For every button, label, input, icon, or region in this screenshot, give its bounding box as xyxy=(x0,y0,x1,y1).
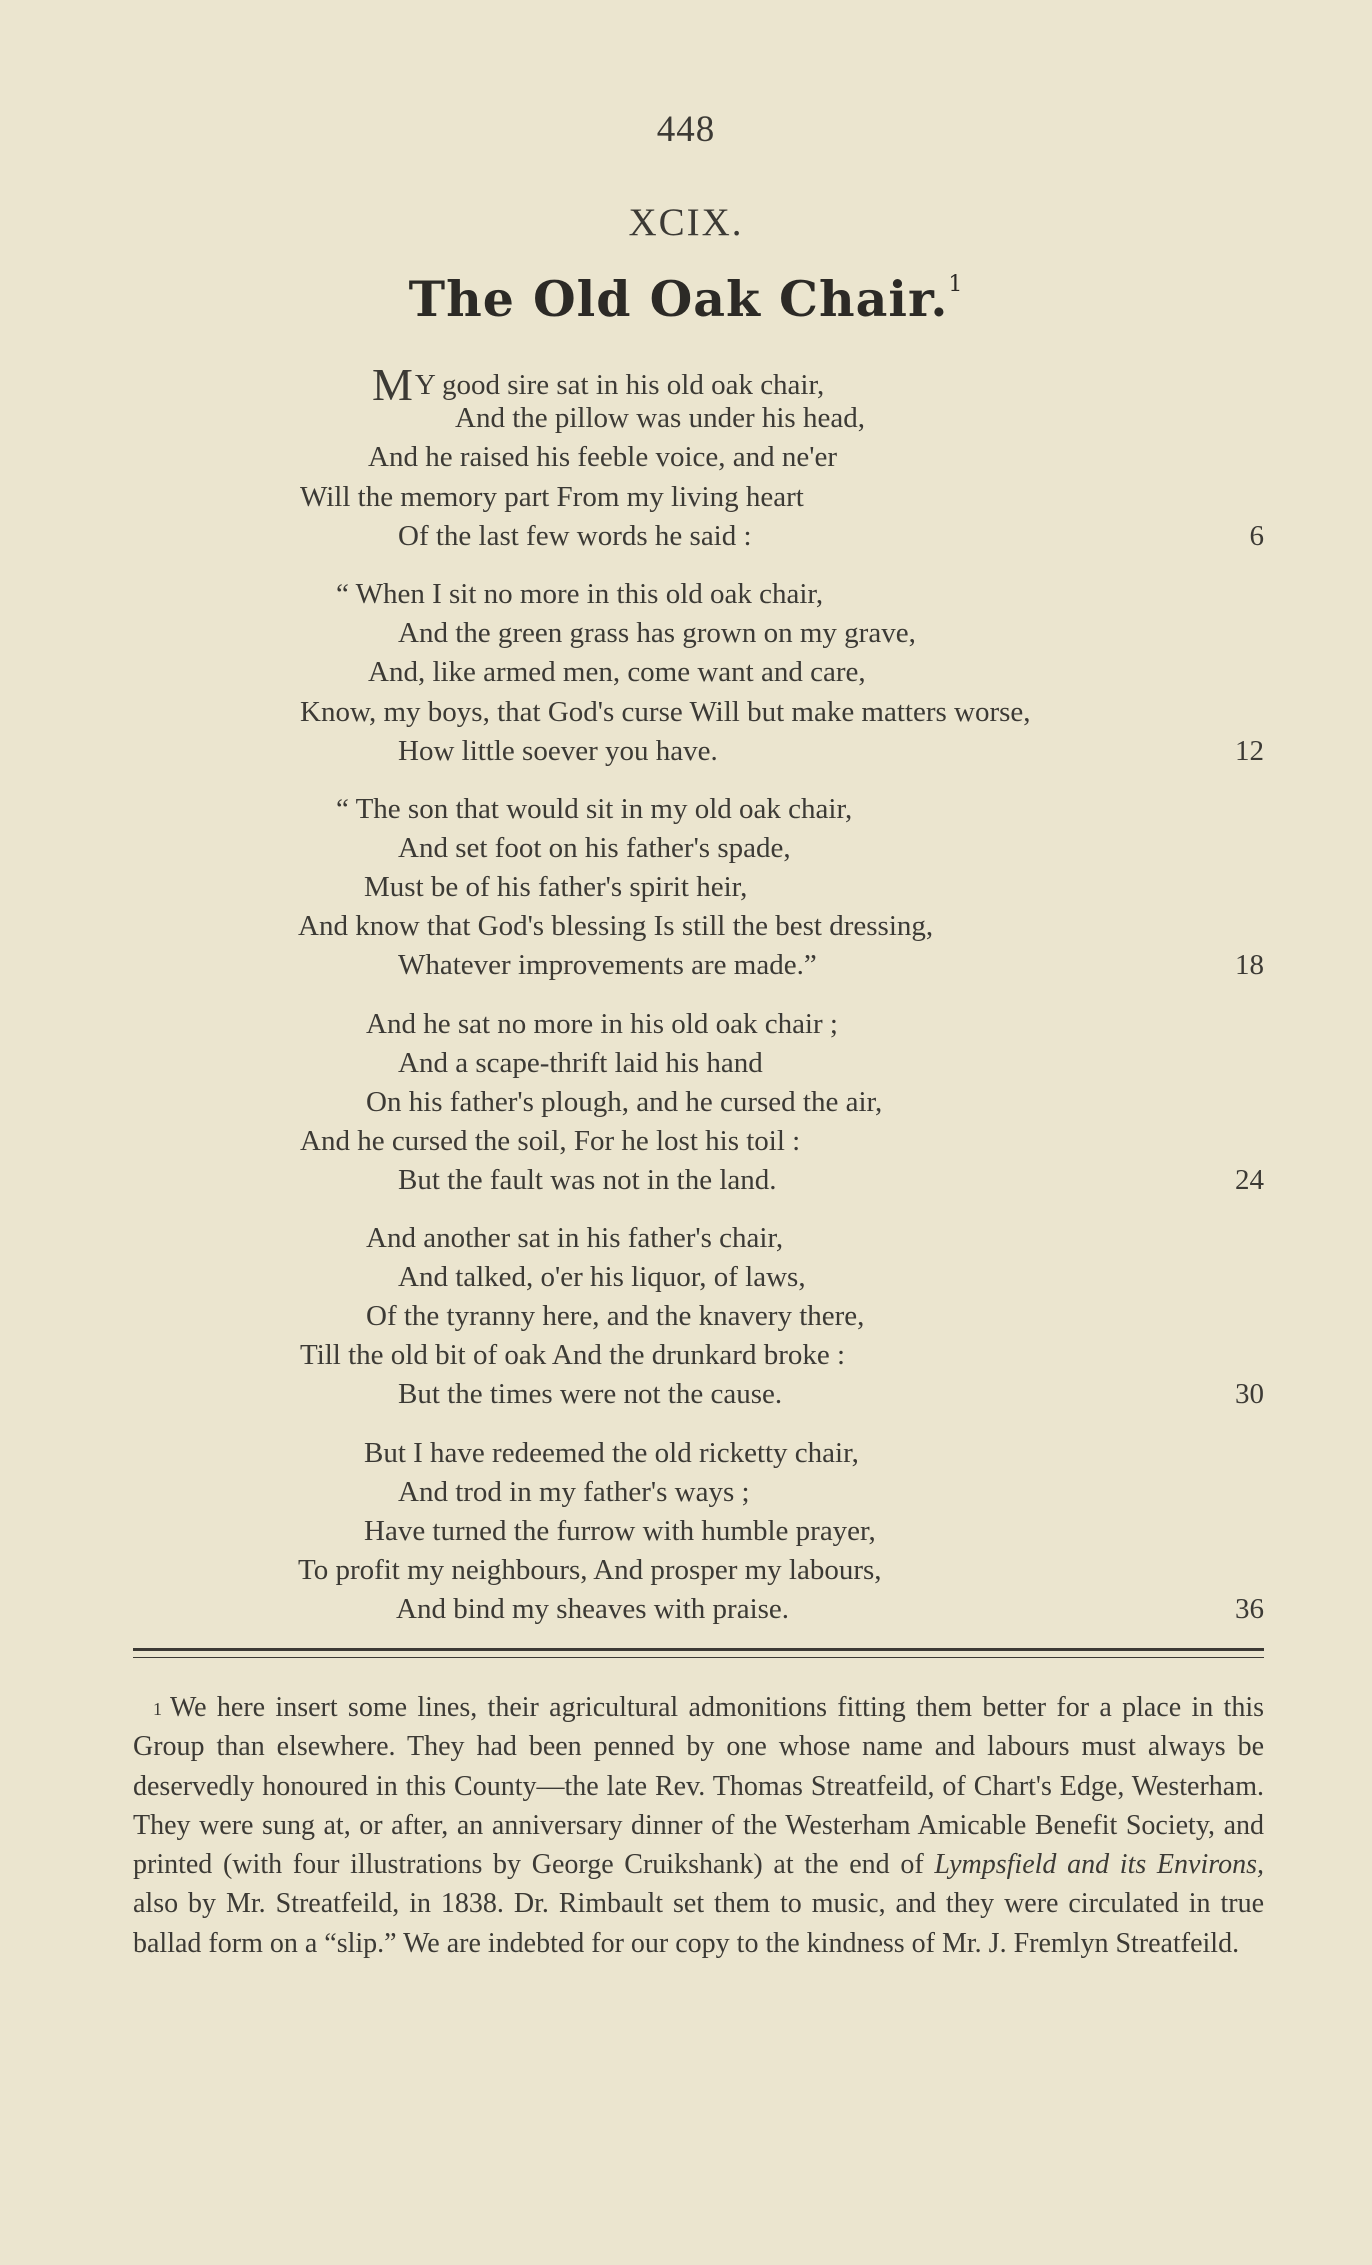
poem-line: Whatever improvements are made.” xyxy=(398,949,817,981)
footnote-book-title: Lympsfield and its Environs, xyxy=(934,1849,1264,1881)
poem-line: Must be of his father's spirit heir, xyxy=(364,871,748,903)
poem-line: Will the memory part From my living heart xyxy=(300,481,804,513)
line-number: 6 xyxy=(1249,520,1264,552)
poem-line: How little soever you have. xyxy=(398,735,718,767)
line-number: 30 xyxy=(1235,1378,1264,1410)
poem-line-text: Y good sire sat in his old oak chair, xyxy=(414,369,825,401)
poem-line: Till the old bit of oak And the drunkard broke : xyxy=(300,1339,846,1371)
poem-line: And set foot on his father's spade, xyxy=(398,832,791,864)
poem-line: Have turned the furrow with humble prayer, xyxy=(364,1515,876,1547)
poem-line: But the fault was not in the land. xyxy=(398,1164,777,1196)
poem-line: And another sat in his father's chair, xyxy=(366,1222,784,1254)
poem-line xyxy=(372,359,825,410)
poem-line: And a scape-thrift laid his hand xyxy=(398,1047,763,1079)
poem-line: And talked, o'er his liquor, of laws, xyxy=(398,1261,806,1293)
poem-line: And the pillow was under his head, xyxy=(455,402,865,434)
page-number: 448 xyxy=(656,109,716,150)
poem-line: But the times were not the cause. xyxy=(398,1378,783,1410)
poem-line: Know, my boys, that God's curse Will but make matters worse, xyxy=(300,696,1031,728)
line-number: 24 xyxy=(1235,1164,1264,1196)
footnote-text-end: also by Mr. Streatfeild, in 1838. Dr. Rimbault set them to music, and they were circulated in true ballad form on a “slip.” We are indebted for our copy to the kindness of Mr. J. Fremlyn Streatfeild. xyxy=(133,1888,1264,1959)
footnote-rule xyxy=(133,1648,1264,1651)
poem-line: And trod in my father's ways ; xyxy=(398,1476,750,1508)
title-footnote-mark: 1 xyxy=(948,272,964,297)
line-number: 18 xyxy=(1235,949,1264,981)
poem-line: Of the tyranny here, and the knavery there, xyxy=(366,1300,865,1332)
line-number: 36 xyxy=(1235,1593,1264,1625)
poem-line: And know that God's blessing Is still the best dressing, xyxy=(298,910,934,942)
poem-line: But I have redeemed the old ricketty chair, xyxy=(364,1437,859,1469)
drop-cap: M xyxy=(372,359,413,410)
poem-line: And he cursed the soil, For he lost his toil : xyxy=(300,1125,801,1157)
poem-line: Of the last few words he said : xyxy=(398,520,752,552)
poem-number: XCIX. xyxy=(628,201,744,244)
poem-line: And bind my sheaves with praise. xyxy=(396,1593,790,1625)
footnote-rule-thin xyxy=(133,1657,1264,1658)
line-number: 12 xyxy=(1235,735,1264,767)
poem-line: And, like armed men, come want and care, xyxy=(368,656,866,688)
poem-title-text: The Old Oak Chair. xyxy=(408,270,949,328)
poem-line: And he raised his feeble voice, and ne'er xyxy=(368,441,838,473)
poem-line: On his father's plough, and he cursed the air, xyxy=(366,1086,883,1118)
poem-line: “ When I sit no more in this old oak chair, xyxy=(336,578,824,610)
footnote xyxy=(133,1688,1264,1963)
poem-line: And he sat no more in his old oak chair ; xyxy=(366,1008,838,1040)
poem-line: And the green grass has grown on my grave, xyxy=(398,617,916,649)
poem-line: “ The son that would sit in my old oak chair, xyxy=(336,793,853,825)
footnote-mark: 1 xyxy=(153,1699,162,1719)
footnote-text: We here insert some lines, their agricultural admonitions fitting them better for a place in this Group than elsewhere. They had been penned by one whose name and labours must always be deservedly honoured in this County—the late Rev. Thomas Streatfeild, of Chart's Edge, Westerham. They were sung at, or after, an anniversary dinner of the Westerham Amicable Benefit Society, and printed (with four illustrations by George Cruikshank) at the end of xyxy=(133,1692,1264,1881)
poem-line: To profit my neighbours, And prosper my labours, xyxy=(298,1554,882,1586)
poem-title xyxy=(0,270,1372,328)
